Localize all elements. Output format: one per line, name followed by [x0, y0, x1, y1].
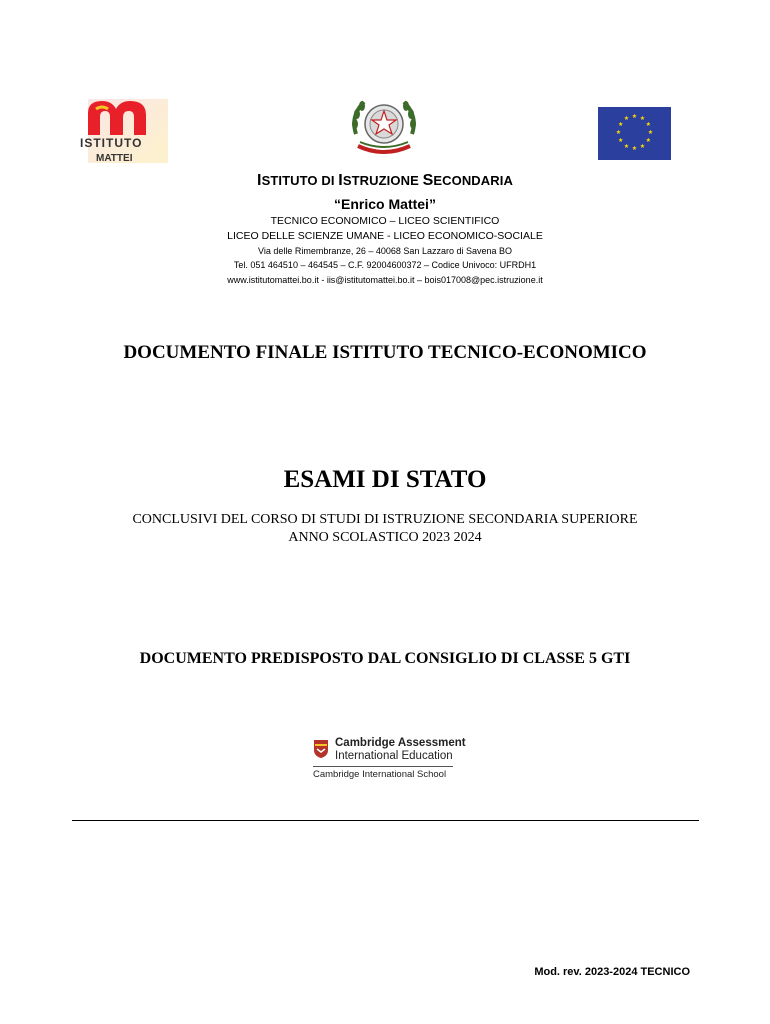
svg-text:★: ★: [631, 113, 638, 120]
cambridge-logo: [313, 737, 466, 783]
svg-text:★: ★: [623, 143, 630, 150]
school-logo-line1: ISTITUTO: [80, 136, 143, 150]
svg-text:★: ★: [639, 115, 646, 122]
school-address: Via delle Rimembranze, 26 – 40068 San Lazzaro di Savena BO: [258, 246, 512, 256]
cambridge-shield-icon: [313, 739, 329, 759]
svg-text:★: ★: [615, 129, 622, 136]
svg-text:★: ★: [623, 115, 630, 122]
svg-text:★: ★: [618, 121, 624, 128]
esami-di-stato-title: ESAMI DI STATO: [283, 466, 487, 493]
svg-text:★: ★: [645, 137, 651, 144]
svg-text:★: ★: [618, 137, 624, 144]
school-name-word-1: STITUTO DI: [261, 173, 339, 188]
conclusivi-line-2: ANNO SCOLASTICO 2023 2024: [288, 530, 482, 545]
cambridge-line-3: Cambridge International School: [313, 769, 447, 780]
eu-flag-logo: [598, 107, 671, 160]
footer-revision: Mod. rev. 2023-2024 TECNICO: [534, 966, 690, 978]
school-name-word-2: STRUZIONE: [342, 173, 423, 188]
school-contacts: Tel. 051 464510 – 464545 – C.F. 92004600372 – Codice Univoco: UFRDH1: [233, 260, 537, 270]
svg-text:★: ★: [631, 145, 638, 152]
school-logo-line2: MATTEI: [96, 153, 133, 164]
school-web-email: www.istitutomattei.bo.it - iis@istitutomattei.bo.it – bois017008@pec.istruzione.it: [227, 275, 543, 285]
class-document-title: DOCUMENTO PREDISPOSTO DAL CONSIGLIO DI CLASSE 5 GTI: [139, 650, 631, 667]
school-courses-line-1: TECNICO ECONOMICO – LICEO SCIENTIFICO: [270, 215, 500, 227]
school-name-initial-3: S: [422, 172, 434, 189]
school-name-initial-2: I: [338, 172, 343, 189]
document-final-title: DOCUMENTO FINALE ISTITUTO TECNICO-ECONOMICO: [123, 342, 647, 363]
school-name-heading: [0, 172, 770, 190]
conclusivi-line-1: CONCLUSIVI DEL CORSO DI STUDI DI ISTRUZIONE SECONDARIA SUPERIORE: [132, 512, 638, 527]
horizontal-divider: [72, 820, 699, 821]
istituto-mattei-logo: [70, 95, 170, 167]
school-courses-line-2: LICEO DELLE SCIENZE UMANE - LICEO ECONOMICO-SOCIALE: [227, 230, 543, 242]
school-name-word-3: ECONDARIA: [433, 173, 513, 188]
school-subname: “Enrico Mattei”: [334, 196, 436, 212]
svg-text:★: ★: [645, 121, 651, 128]
svg-text:★: ★: [639, 143, 646, 150]
italian-republic-emblem: [346, 94, 422, 160]
cambridge-divider: [313, 766, 453, 767]
school-name-initial-1: I: [257, 172, 262, 189]
cambridge-line-1: Cambridge Assessment: [335, 737, 466, 749]
cambridge-line-2: International Education: [335, 750, 453, 762]
svg-text:★: ★: [647, 129, 654, 136]
